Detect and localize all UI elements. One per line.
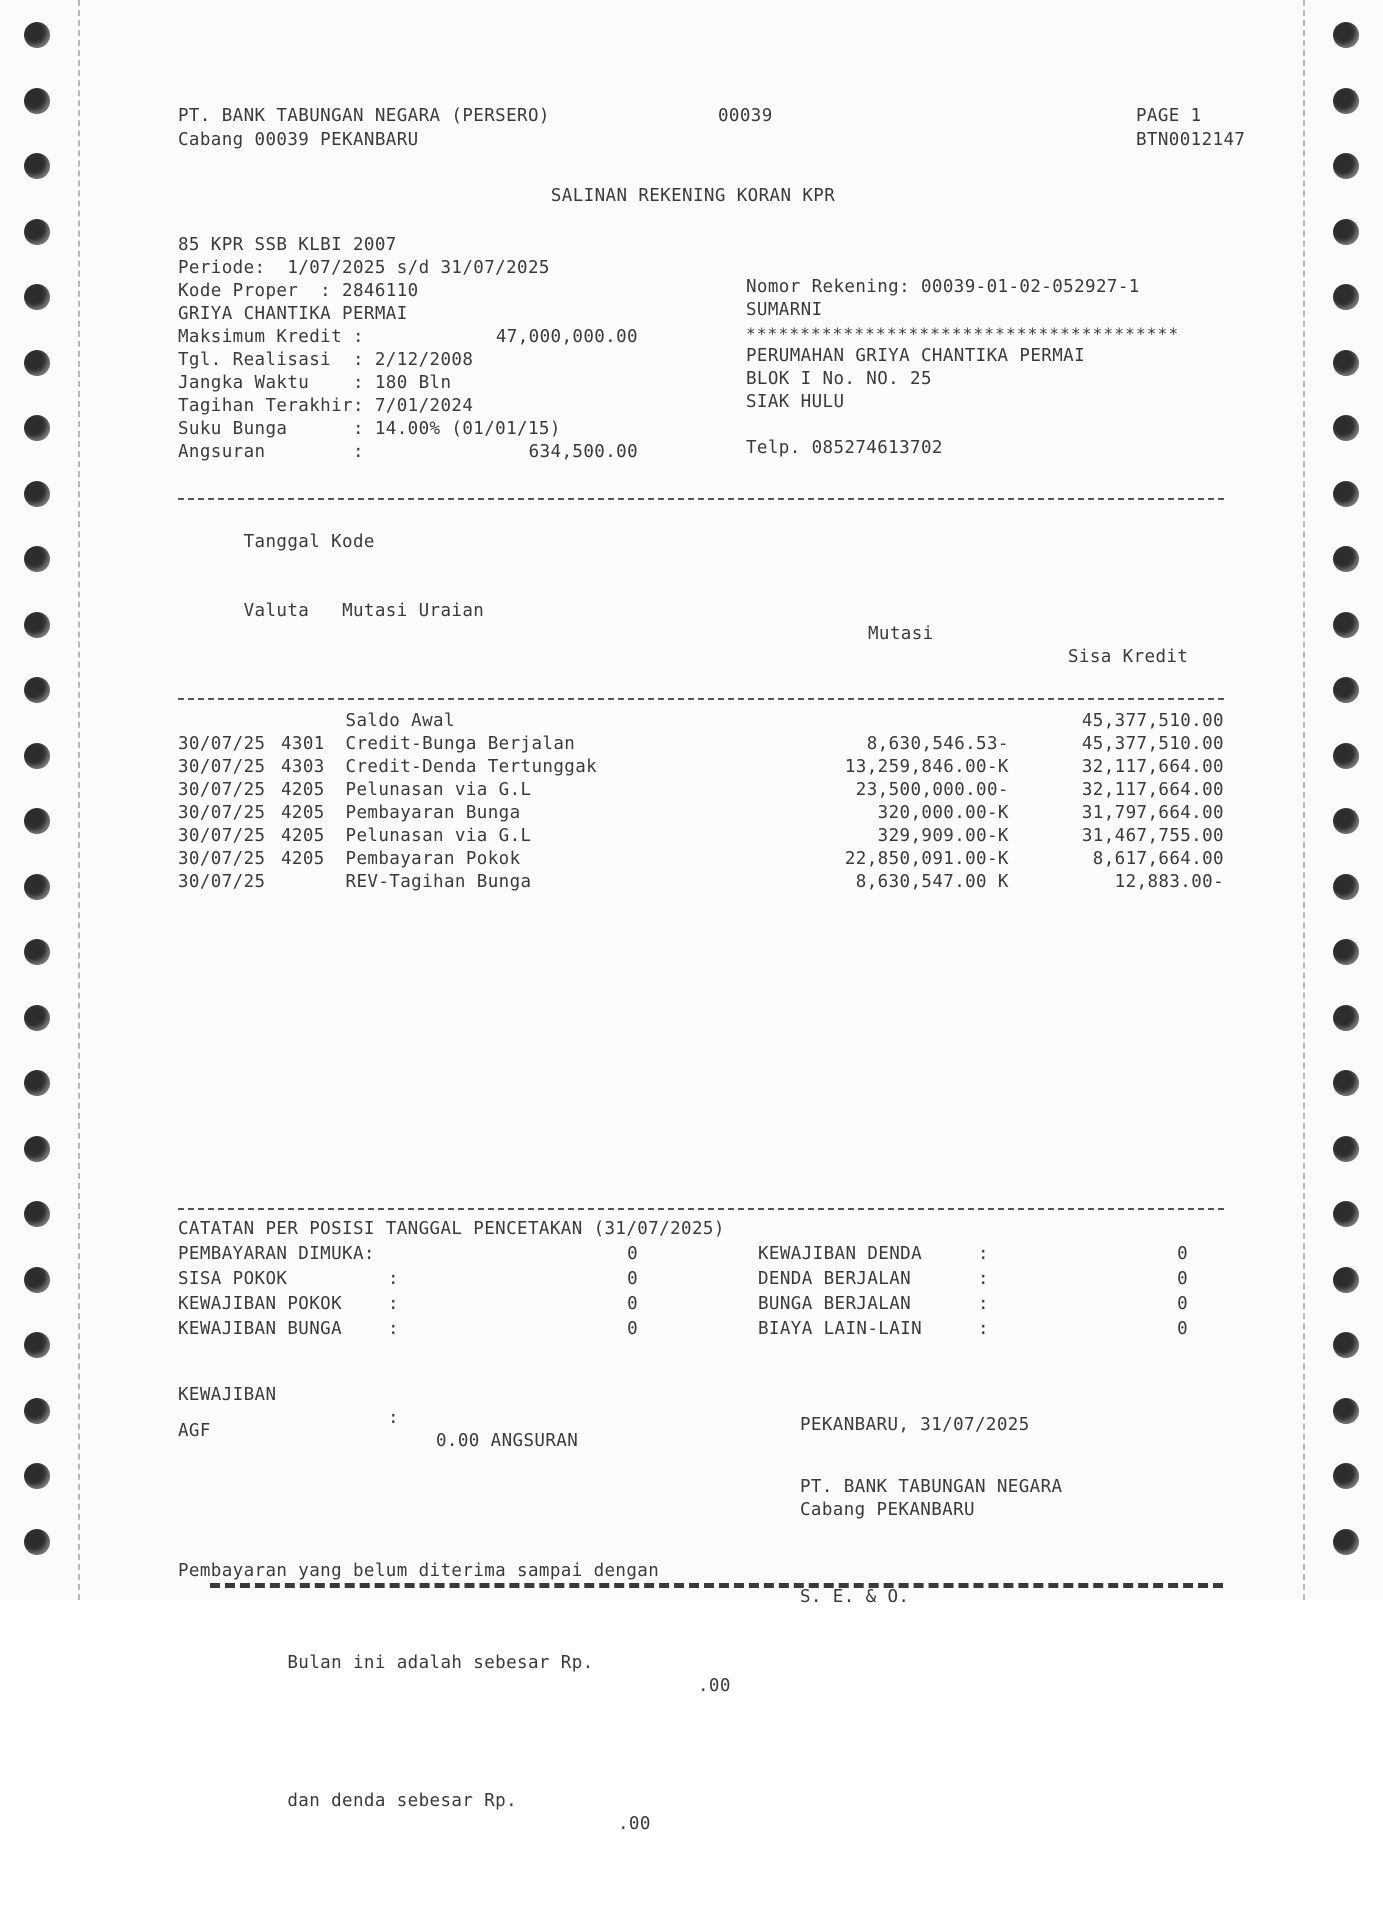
notes-left-value: 0: [627, 1294, 638, 1314]
txn-date: 30/07/25: [178, 826, 266, 846]
bank-name: PT. BANK TABUNGAN NEGARA (PERSERO): [178, 106, 550, 126]
project-name: GRIYA CHANTIKA PERMAI: [178, 304, 408, 324]
txn-sisa-kredit: 45,377,510.00: [1081, 711, 1224, 731]
table-row: [178, 871, 1224, 894]
page-number: PAGE 1: [1136, 106, 1202, 126]
notes-right-value: 0: [1177, 1269, 1188, 1289]
txn-mutasi: 329,909.00-K: [877, 826, 1009, 846]
notes-row: [178, 1243, 1268, 1268]
notes-right-label: KEWAJIBAN DENDA: [758, 1244, 923, 1264]
sprocket-hole: [1333, 808, 1359, 834]
seo-note: S. E. & O.: [800, 1587, 910, 1607]
sprocket-hole: [1333, 88, 1359, 114]
txn-code: 4301: [280, 734, 325, 754]
signature-block: [178, 1414, 1268, 1834]
sprocket-hole: [24, 1136, 50, 1162]
txn-sisa-kredit: 31,467,755.00: [1081, 826, 1224, 846]
sprocket-hole: [1333, 677, 1359, 703]
sprocket-hole: [24, 350, 50, 376]
sprocket-hole: [1333, 1005, 1359, 1031]
sprocket-hole: [24, 546, 50, 572]
kode-proper-value: 2846110: [342, 281, 419, 301]
statement-body: [178, 105, 1268, 1834]
txn-mutasi: 320,000.00-K: [877, 803, 1009, 823]
txn-code: 4205: [280, 826, 325, 846]
table-row: [178, 710, 1224, 733]
place-and-date: PEKANBARU, 31/07/2025: [800, 1415, 1030, 1435]
perforation-line-left: [78, 0, 80, 1600]
table-header-tanggal-kode: Tanggal Kode: [243, 532, 375, 552]
signature-branch: Cabang PEKANBARU: [800, 1500, 975, 1520]
footer-line-2-amount: .00: [698, 1676, 731, 1696]
nomor-rekening-value: 00039-01-02-052927-1: [920, 277, 1140, 297]
txn-code: 4205: [280, 780, 325, 800]
txn-date: 30/07/25: [178, 872, 266, 892]
txn-date: 30/07/25: [178, 849, 266, 869]
txn-description: Pembayaran Bunga: [345, 803, 521, 823]
footer-line-2-text: Bulan ini adalah sebesar Rp.: [287, 1653, 594, 1673]
txn-date: 30/07/25: [178, 780, 266, 800]
txn-description: Credit-Bunga Berjalan: [345, 734, 576, 754]
sprocket-hole: [1333, 284, 1359, 310]
maksimum-kredit-line: [178, 326, 738, 349]
periode-label: Periode:: [178, 258, 266, 278]
sprocket-hole: [24, 677, 50, 703]
notes-left-label: KEWAJIBAN POKOK: [178, 1294, 343, 1314]
phone-line: Telp. 085274613702: [746, 438, 943, 458]
sprocket-hole: [1333, 1070, 1359, 1096]
footer-line-2: [178, 1629, 731, 1721]
kode-proper-label: Kode Proper :: [178, 281, 332, 301]
address-line-3: SIAK HULU: [746, 392, 845, 412]
tagihan-terakhir-label: Tagihan Terakhir:: [178, 396, 364, 416]
txn-description: Saldo Awal: [345, 711, 455, 731]
sprocket-hole: [24, 219, 50, 245]
table-header-line-1: [178, 508, 1268, 577]
sprocket-hole: [24, 1005, 50, 1031]
txn-mutasi: [755, 710, 1009, 733]
tagihan-terakhir-line: [178, 395, 738, 418]
sprocket-hole: [24, 808, 50, 834]
sprocket-strip-left: [0, 0, 78, 1600]
txn-date: [178, 710, 281, 733]
notes-right-value: 0: [1177, 1319, 1188, 1339]
tgl-realisasi-line: [178, 349, 738, 372]
document-title: SALINAN REKENING KORAN KPR: [550, 186, 836, 206]
sprocket-hole: [1333, 1267, 1359, 1293]
kewajiban-label: KEWAJIBAN: [178, 1385, 277, 1405]
table-header-line-2: [178, 577, 1268, 692]
notes-row: [178, 1293, 1268, 1318]
notes-left-colon: :: [388, 1294, 399, 1314]
notes-left-colon: :: [388, 1319, 399, 1339]
txn-sisa-kredit: 32,117,664.00: [1081, 780, 1224, 800]
signature-bank-name: PT. BANK TABUNGAN NEGARA: [800, 1477, 1063, 1497]
txn-code: [281, 871, 346, 894]
sprocket-hole: [24, 1463, 50, 1489]
address-line-2: BLOK I No. NO. 25: [746, 369, 932, 389]
notes-left-value: 0: [627, 1319, 638, 1339]
txn-sisa-kredit: 8,617,664.00: [1092, 849, 1224, 869]
txn-sisa-kredit: 45,377,510.00: [1081, 734, 1224, 754]
maksimum-kredit-value: 47,000,000.00: [495, 327, 638, 347]
table-row: [178, 756, 1224, 779]
notes-left-label: PEMBAYARAN DIMUKA:: [178, 1244, 375, 1264]
periode-value: 1/07/2025 s/d 31/07/2025: [287, 258, 550, 278]
angsuran-line: [178, 441, 738, 464]
table-header-mutasi-code: Mutasi: [342, 601, 408, 621]
sprocket-hole: [24, 481, 50, 507]
sprocket-hole: [1333, 612, 1359, 638]
branch-code: 00039: [718, 106, 773, 126]
suku-bunga-label: Suku Bunga :: [178, 419, 364, 439]
notes-right-colon: :: [978, 1294, 989, 1314]
sprocket-hole: [24, 88, 50, 114]
table-row: [178, 802, 1224, 825]
table-header-valuta: Valuta: [243, 601, 310, 621]
txn-description: Credit-Denda Tertunggak: [345, 757, 598, 777]
table-row: [178, 779, 1224, 802]
nomor-rekening-label: Nomor Rekening:: [746, 277, 911, 297]
table-header-rule: [178, 698, 1224, 700]
notes-left-label: KEWAJIBAN BUNGA: [178, 1319, 343, 1339]
suku-bunga-line: [178, 418, 738, 441]
notes-left-label: SISA POKOK: [178, 1269, 288, 1289]
sprocket-hole: [1333, 939, 1359, 965]
sprocket-hole: [24, 153, 50, 179]
sprocket-hole: [24, 874, 50, 900]
kode-proper-line: [178, 280, 738, 303]
sprocket-hole: [24, 1398, 50, 1424]
notes-left-colon: :: [388, 1269, 399, 1289]
sprocket-hole: [1333, 1201, 1359, 1227]
notes-left-value: 0: [627, 1244, 638, 1264]
sprocket-hole: [24, 1201, 50, 1227]
notes-right-label: DENDA BERJALAN: [758, 1269, 912, 1289]
txn-code: [281, 710, 346, 733]
loan-info-column: [178, 234, 738, 464]
sprocket-hole: [1333, 1529, 1359, 1555]
notes-right-label: BUNGA BERJALAN: [758, 1294, 912, 1314]
footer-line-3-amount: .00: [618, 1814, 651, 1834]
sprocket-hole: [1333, 1136, 1359, 1162]
sprocket-hole: [24, 1267, 50, 1293]
tgl-realisasi-value: 2/12/2008: [374, 350, 474, 370]
sprocket-hole: [24, 415, 50, 441]
jangka-waktu-label: Jangka Waktu :: [178, 373, 364, 393]
sprocket-hole: [24, 743, 50, 769]
table-header-uraian: Uraian: [418, 601, 485, 621]
sprocket-hole: [24, 1529, 50, 1555]
officer-initials: AGF: [178, 1421, 211, 1441]
spacer-line: [746, 414, 1266, 437]
notes-right-value: 0: [1177, 1244, 1188, 1264]
jangka-waktu-line: [178, 372, 738, 395]
notes-right-colon: :: [978, 1319, 989, 1339]
txn-mutasi: 22,850,091.00-K: [844, 849, 1009, 869]
sprocket-hole: [1333, 481, 1359, 507]
txn-date: 30/07/25: [178, 734, 266, 754]
sprocket-hole: [24, 22, 50, 48]
notes-top-rule: [178, 1208, 1224, 1210]
jangka-waktu-value: 180 Bln: [374, 373, 452, 393]
footer-line-3: [178, 1767, 659, 1859]
txn-date: 30/07/25: [178, 803, 266, 823]
notes-right-label: BIAYA LAIN-LAIN: [758, 1319, 923, 1339]
branch-name: Cabang 00039 PEKANBARU: [178, 130, 419, 150]
txn-description: Pelunasan via G.L: [345, 826, 532, 846]
txn-description: REV-Tagihan Bunga: [345, 872, 532, 892]
txn-description: Pembayaran Pokok: [345, 849, 521, 869]
sprocket-hole: [1333, 743, 1359, 769]
perforation-line-right: [1303, 0, 1305, 1600]
header-row-1: [178, 105, 1268, 129]
footer-note: [178, 1514, 731, 1905]
kewajiban-value: 0.00 ANGSURAN: [436, 1431, 579, 1451]
tgl-realisasi-label: Tgl. Realisasi :: [178, 350, 364, 370]
sprocket-strip-right: [1305, 0, 1383, 1600]
txn-sisa-kredit: 31,797,664.00: [1081, 803, 1224, 823]
sprocket-hole: [24, 939, 50, 965]
sprocket-hole: [1333, 874, 1359, 900]
sprocket-hole: [24, 1332, 50, 1358]
sprocket-hole: [1333, 1332, 1359, 1358]
product-line: 85 KPR SSB KLBI 2007: [178, 235, 397, 255]
info-block: [178, 234, 1268, 484]
sprocket-hole: [1333, 1398, 1359, 1424]
notes-title: CATATAN PER POSISI TANGGAL PENCETAKAN (31/07/2025): [178, 1219, 725, 1239]
tagihan-terakhir-value: 7/01/2024: [374, 396, 474, 416]
nomor-rekening-line: [746, 276, 1266, 299]
customer-name: SUMARNI: [746, 300, 823, 320]
table-row: [178, 733, 1224, 756]
table-row: [178, 848, 1224, 871]
sprocket-hole: [1333, 546, 1359, 572]
footer-line-3-text: dan denda sebesar Rp.: [287, 1791, 518, 1811]
kewajiban-colon: :: [388, 1408, 399, 1428]
txn-date: 30/07/25: [178, 757, 266, 777]
sprocket-hole: [1333, 22, 1359, 48]
table-row: [178, 825, 1224, 848]
table-empty-space: [178, 894, 1268, 1194]
notes-left-value: 0: [627, 1269, 638, 1289]
txn-sisa-kredit: 32,117,664.00: [1081, 757, 1224, 777]
sprocket-hole: [24, 1070, 50, 1096]
angsuran-label: Angsuran :: [178, 442, 364, 462]
address-line-1: PERUMAHAN GRIYA CHANTIKA PERMAI: [746, 346, 1086, 366]
table-header-mutasi: Mutasi: [868, 624, 934, 644]
sprocket-hole: [1333, 1463, 1359, 1489]
customer-info-column: [746, 276, 1266, 460]
txn-mutasi: 8,630,546.53-: [866, 734, 1009, 754]
sprocket-hole: [24, 284, 50, 310]
maksimum-kredit-label: Maksimum Kredit :: [178, 327, 364, 347]
header-row-2: [178, 129, 1268, 153]
sprocket-hole: [1333, 219, 1359, 245]
notes-right-colon: :: [978, 1244, 989, 1264]
sprocket-hole: [24, 612, 50, 638]
angsuran-value: 634,500.00: [528, 442, 638, 462]
notes-row: [178, 1268, 1268, 1293]
sprocket-hole: [1333, 153, 1359, 179]
txn-mutasi: 13,259,846.00-K: [844, 757, 1009, 777]
sprocket-hole: [1333, 415, 1359, 441]
periode-line: [178, 257, 738, 280]
table-top-rule: [178, 498, 1224, 500]
notes-row: [178, 1318, 1268, 1343]
footer-line-1: Pembayaran yang belum diterima sampai dengan: [178, 1561, 660, 1581]
suku-bunga-value: 14.00% (01/01/15): [374, 419, 561, 439]
txn-mutasi: 8,630,547.00 K: [855, 872, 1009, 892]
transactions-table: [178, 710, 1224, 894]
notes-right-value: 0: [1177, 1294, 1188, 1314]
txn-sisa-kredit: 12,883.00-: [1114, 872, 1224, 892]
txn-code: 4205: [280, 849, 325, 869]
sprocket-hole: [1333, 350, 1359, 376]
form-code: BTN0012147: [1136, 130, 1246, 150]
notes-right-colon: :: [978, 1269, 989, 1289]
table-header-sisa-kredit: Sisa Kredit: [1068, 647, 1189, 667]
txn-code: 4205: [280, 803, 325, 823]
txn-description: Pelunasan via G.L: [345, 780, 532, 800]
masked-stars-line: ****************************************: [746, 324, 1180, 343]
txn-mutasi: 23,500,000.00-: [855, 780, 1009, 800]
txn-code: 4303: [280, 757, 325, 777]
